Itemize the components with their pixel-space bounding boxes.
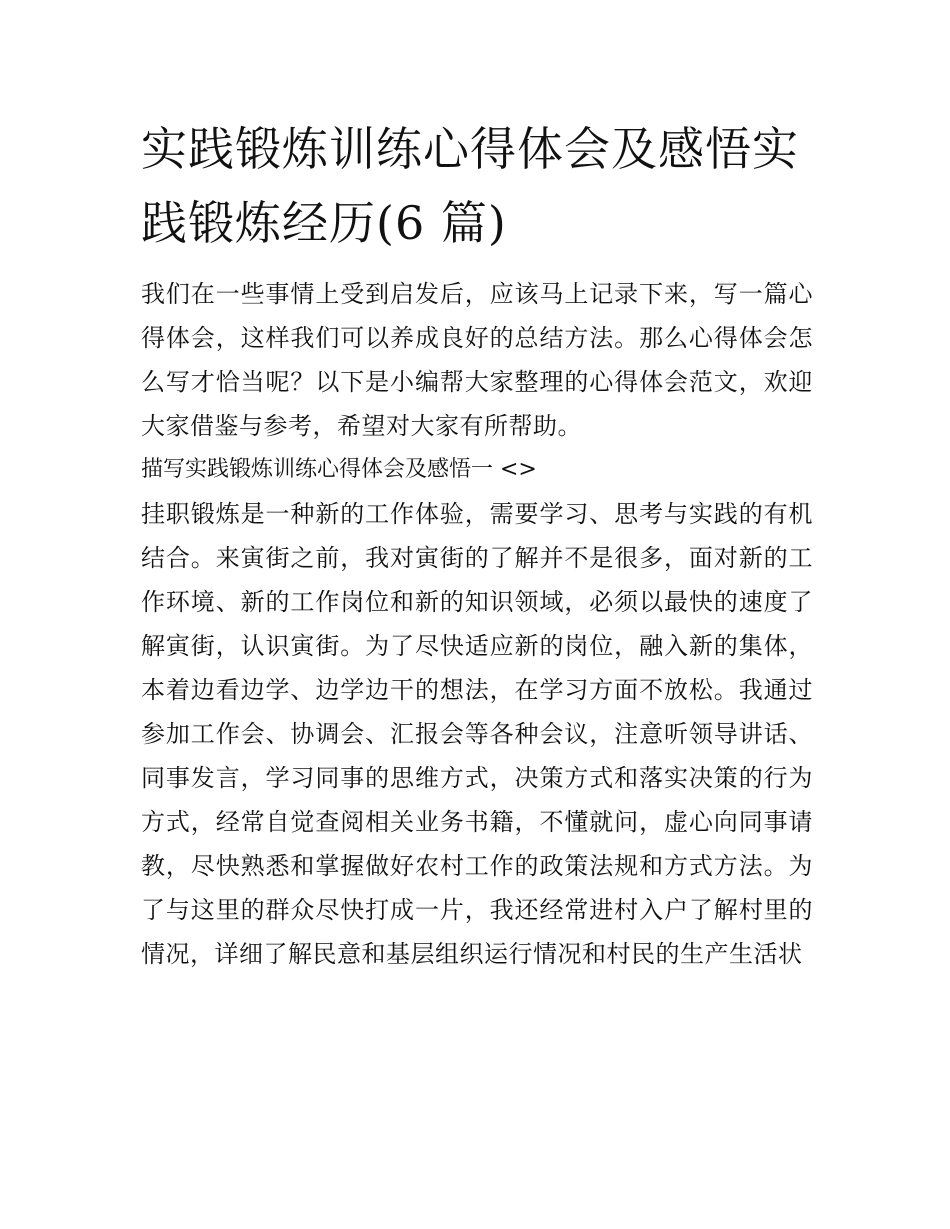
document-content [141,112,813,976]
intro-paragraph: 我们在一些事情上受到启发后，应该马上记录下来，写一篇心得体会，这样我们可以养成良好的总结方法。那么心得体会怎么写才恰当呢？以下是小编帮大家整理的心得体会范文，欢迎大家借鉴与参考，希望对大家有所帮助。 [141,280,813,440]
document-title: 实践锻炼训练心得体会及感悟实践锻炼经历(6 篇) [141,122,799,250]
section-heading: 描写实践锻炼训练心得体会及感悟一 <> [141,457,537,482]
body-paragraph: 挂职锻炼是一种新的工作体验，需要学习、思考与实践的有机结合。来寅街之前，我对寅街的了解并不是很多，面对新的工作环境、新的工作岗位和新的知识领域，必须以最快的速度了解寅街，认识寅街。为了尽快适应新的岗位，融入新的集体，本着边看边学、边学边干的想法，在学习方面不放松。我通过参加工作会、协调会、汇报会等各种会议，注意听领导讲话、同事发言，学习同事的思维方式，决策方式和落实决策的行为方式，经常自觉查阅相关业务书籍，不懂就问，虚心向同事请教，尽快熟悉和掌握做好农村工作的政策法规和方式方法。为了与这里的群众尽快打成一片，我还经常进村入户了解村里的情况，详细了解民意和基层组织运行情况和村民的生产生活状 [141,500,813,968]
